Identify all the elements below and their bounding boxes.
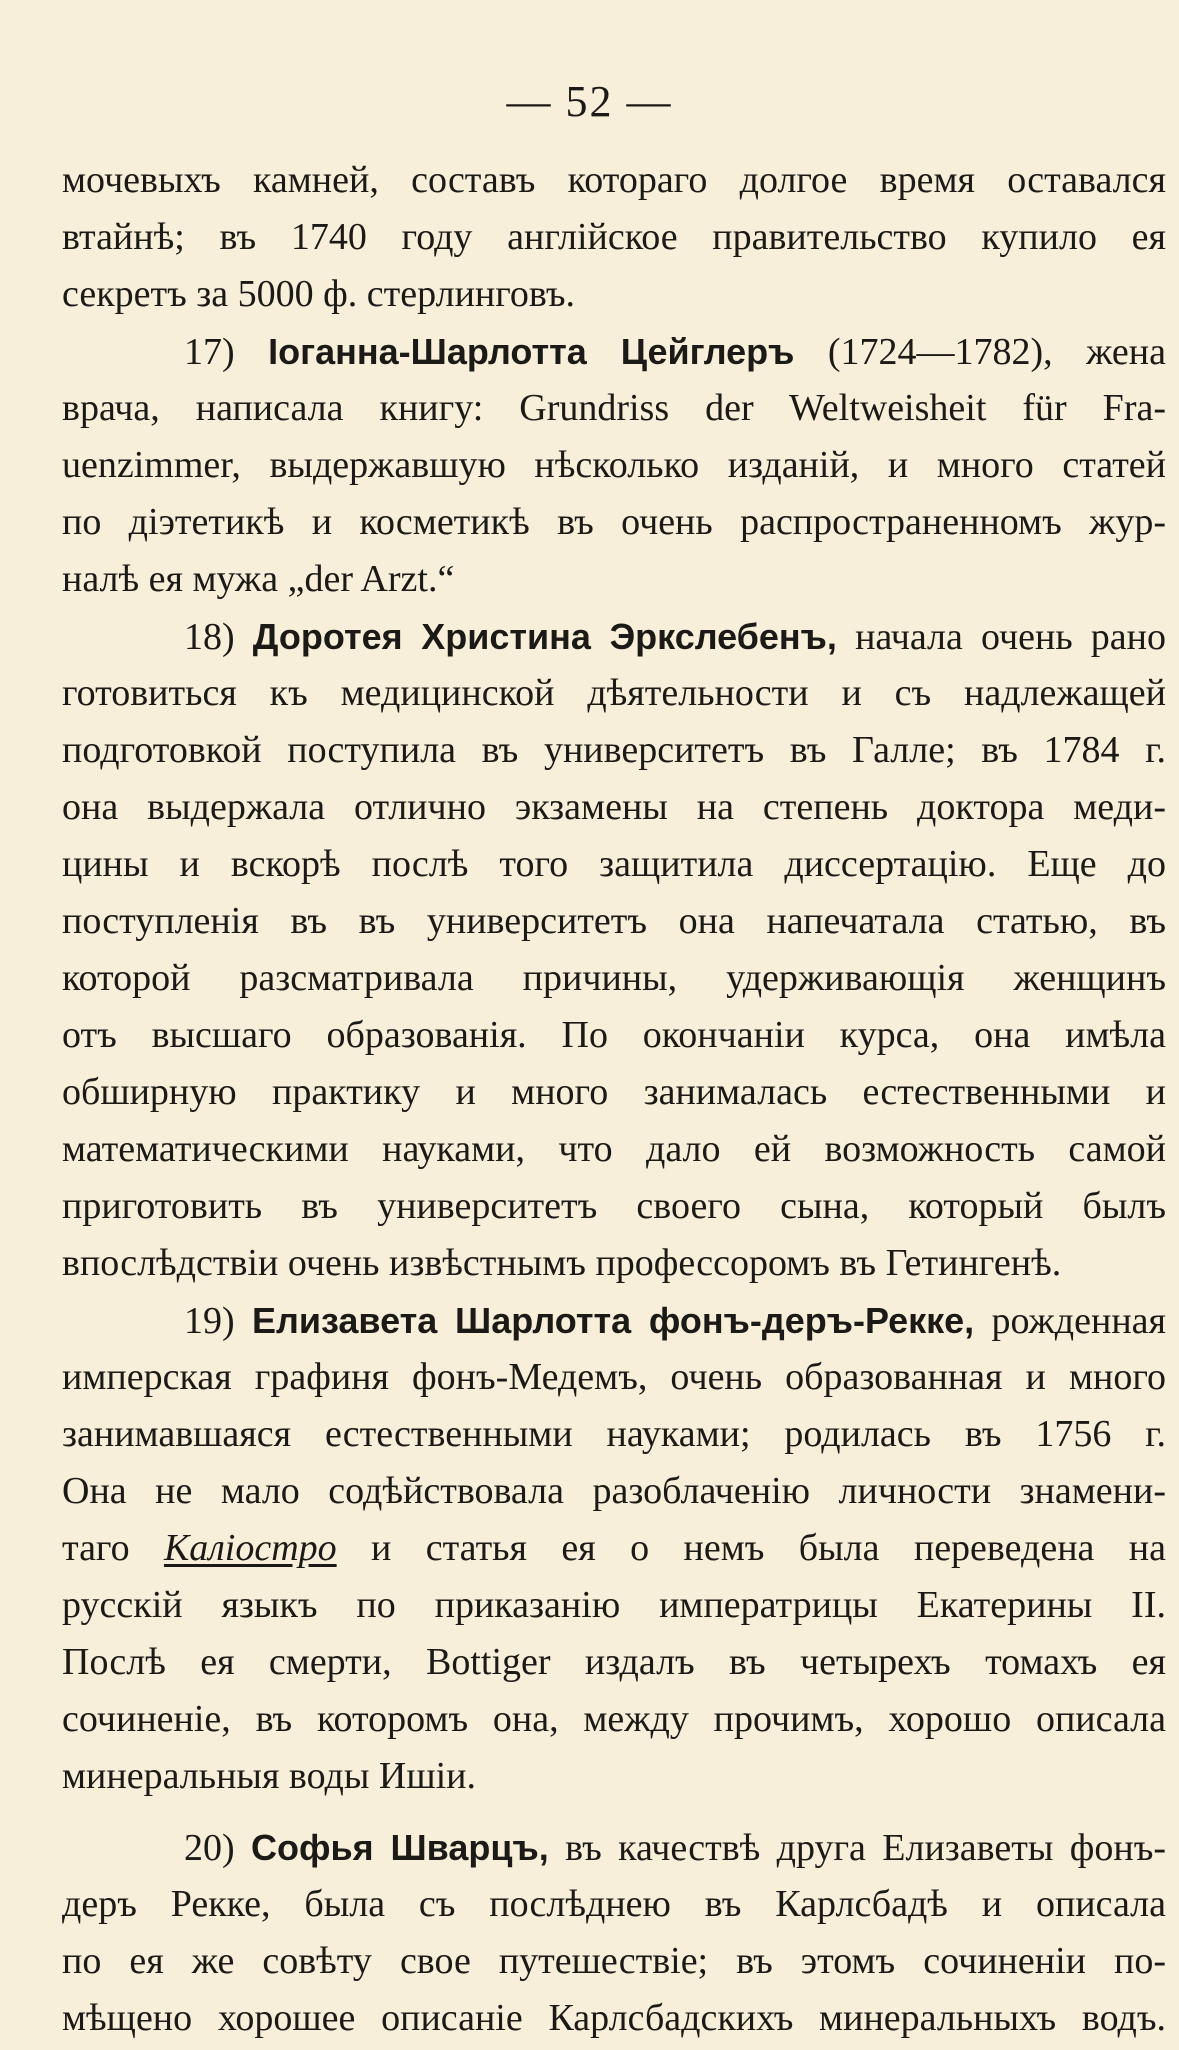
text-line: отъ высшаго образованія. По окончаніи курса, она имѣла: [62, 1014, 1166, 1056]
entry-text: начала очень рано: [855, 616, 1167, 658]
text-line: впослѣдствіи очень извѣстнымъ профессоромъ въ Гетингенѣ.: [62, 1242, 1062, 1284]
entry-heading-line: [62, 608, 1166, 665]
text-line: подготовкой поступила въ университетъ въ Галле; въ 1784 г.: [62, 729, 1166, 771]
text-line: по ея же совѣту свое путешествіе; въ этомъ сочиненіи по-: [62, 1940, 1166, 1982]
paragraph-17: [62, 323, 1166, 608]
text-line: обширную практику и много занималась естественными и: [62, 1071, 1166, 1113]
paragraph-18: [62, 608, 1166, 1292]
text-line: русскій языкъ по приказанію императрицы Екатерины II.: [62, 1584, 1166, 1626]
text-line: поступленія въ въ университетъ она напечатала статью, въ: [62, 900, 1166, 942]
body-text: [62, 152, 1166, 2047]
entry-heading-line: [62, 1819, 1166, 1876]
text-line: занимавшаяся естественными науками; родилась въ 1756 г.: [62, 1413, 1166, 1455]
person-name: Софья Шварцъ,: [251, 1827, 549, 1868]
entry-heading-line: [62, 323, 1166, 380]
text-line: приготовить въ университетъ своего сына, который былъ: [62, 1185, 1166, 1227]
text-line: втайнѣ; въ 1740 году англійское правительство купило ея: [62, 216, 1166, 258]
text-line: [62, 1520, 1166, 1577]
text-line: мѣщено хорошее описаніе Карлсбадскихъ минеральныхъ водъ.: [62, 1997, 1166, 2039]
entry-text: (1724—1782), жена: [827, 331, 1166, 373]
entry-text: рожденная: [991, 1300, 1167, 1342]
person-name: Іоганна-Шарлотта Цейглеръ: [268, 331, 795, 372]
paragraph-20: [62, 1819, 1166, 2047]
text-line: цины и вскорѣ послѣ того защитила диссертацію. Еще до: [62, 843, 1166, 885]
emphasized-name: Каліостро: [163, 1527, 337, 1569]
paragraph-gap: [62, 1805, 1166, 1819]
text-line: сочиненіе, въ которомъ она, между прочимъ, хорошо описала: [62, 1698, 1166, 1740]
text-line: математическими науками, что дало ей возможность самой: [62, 1128, 1166, 1170]
entry-text: въ качествѣ друга Елизаветы фонъ-: [565, 1827, 1166, 1869]
entry-heading-line: [62, 1292, 1166, 1349]
entry-number: 18): [184, 616, 235, 658]
text-line: по діэтетикѣ и косметикѣ въ очень распространенномъ жур-: [62, 501, 1166, 543]
text-line: имперская графиня фонъ-Медемъ, очень образованная и много: [62, 1356, 1166, 1398]
text-line: секретъ за 5000 ф. стерлинговъ.: [62, 273, 576, 315]
entry-number: 17): [184, 331, 235, 373]
text-line: налѣ ея мужа „der Arzt.“: [62, 558, 455, 600]
person-name: Елизавета Шарлотта фонъ-деръ-Рекке,: [251, 1300, 975, 1341]
entry-number: 19): [184, 1300, 235, 1342]
text-line: врача, написала книгу: Grundriss der Weltweisheit für Fra-: [62, 387, 1166, 429]
text-line: которой разсматривала причины, удерживающія женщинъ: [62, 957, 1166, 999]
entry-number: 20): [184, 1827, 235, 1869]
text-fragment: таго: [62, 1527, 164, 1569]
text-line: Она не мало содѣйствовала разоблаченію личности знамени-: [62, 1470, 1166, 1512]
person-name: Доротея Христина Эркслебенъ,: [252, 616, 837, 657]
paragraph-19: [62, 1292, 1166, 1805]
text-line: Послѣ ея смерти, Bottiger издалъ въ четырехъ томахъ ея: [62, 1641, 1166, 1683]
text-line: минеральныя воды Ишіи.: [62, 1755, 476, 1797]
text-fragment: и статья ея о немъ была переведена на: [336, 1527, 1167, 1569]
text-line: готовиться къ медицинской дѣятельности и съ надлежащей: [62, 672, 1166, 714]
paragraph-1: [62, 152, 1166, 323]
text-line: uenzimmer, выдержавшую нѣсколько изданій, и много статей: [62, 444, 1166, 486]
page-number: — 52 —: [506, 77, 673, 126]
text-line: мочевыхъ камней, составъ котораго долгое время оставался: [62, 159, 1166, 201]
text-line: деръ Рекке, была съ послѣднею въ Карлсбадѣ и описала: [62, 1883, 1166, 1925]
text-line: она выдержала отлично экзамены на степень доктора меди-: [62, 786, 1166, 828]
